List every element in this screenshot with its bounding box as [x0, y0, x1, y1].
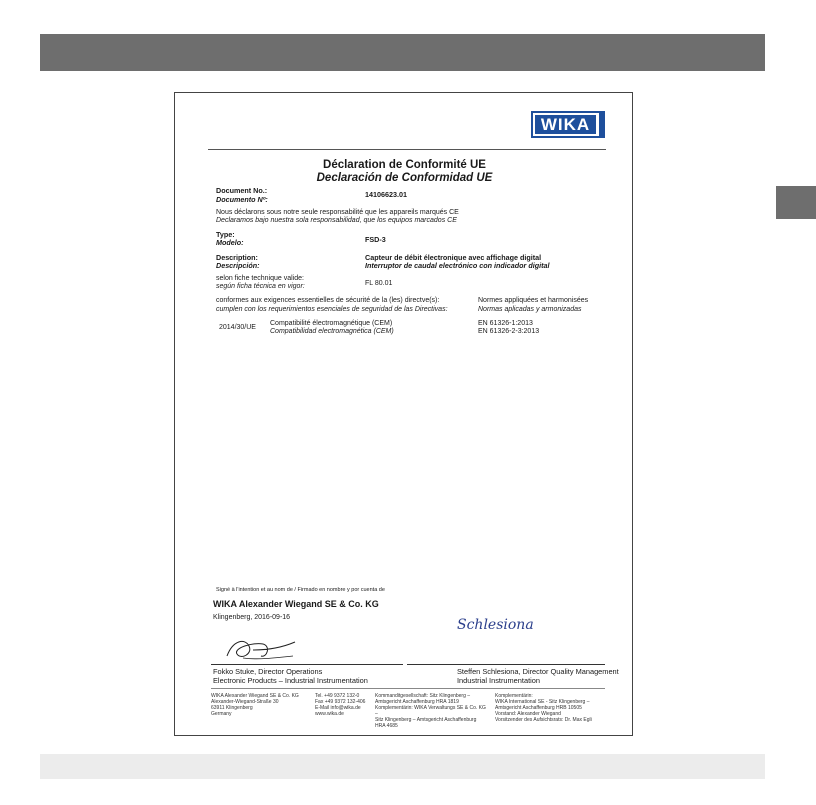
sheet-value: FL 80.01: [365, 280, 393, 287]
signer1-dept: Electronic Products – Industrial Instrumentation: [213, 676, 368, 685]
signature-line-1: [211, 664, 403, 665]
desc-label-fr: Description:: [216, 253, 258, 262]
header-bar: [40, 34, 765, 71]
conform-fr: conformes aux exigences essentielles de sécurité de la (les) directve(s):: [216, 297, 440, 304]
sheet-label-es: según ficha técnica en vigor:: [216, 283, 305, 290]
signed-on-behalf: Signé à l'intention et au nom de / Firmado en nombre y por cuenta de: [216, 587, 385, 593]
place-date: Klingenberg, 2016-09-16: [213, 614, 291, 621]
footer-bar: [40, 754, 765, 779]
directive-fr: Compatibilité électromagnétique (CEM): [270, 320, 393, 327]
signer1-name: Fokko Stuke, Director Operations: [213, 667, 323, 676]
title-fr: Déclaration de Conformité UE: [323, 159, 486, 171]
footer-address: WIKA Alexander Wiegand SE & Co. KG Alexander-Wiegand-Straße 30 63911 Klingenberg Germany: [211, 693, 299, 717]
footer-contact: Tel. +49 9372 132-0 Fax +49 9372 132-406 E-Mail info@wika.de www.wika.de: [315, 693, 366, 717]
desc-value-es: Interruptor de caudal electrónico con indicador digital: [365, 261, 550, 270]
doc-no-label-es: Documento Nº:: [216, 195, 268, 204]
type-label-fr: Type:: [216, 230, 235, 239]
sheet-label-fr: selon fiche technique valide:: [216, 275, 304, 282]
signer2-dept: Industrial Instrumentation: [457, 676, 540, 685]
signature-stuke: [223, 636, 303, 664]
desc-value-fr: Capteur de débit électronique avec affichage digital: [365, 253, 542, 262]
declare-es: Declaramos bajo nuestra sola responsabilidad, que los equipos marcados CE: [216, 217, 457, 224]
footer-legal: Kommanditgesellschaft: Sitz Klingenberg – Amtsgericht Aschaffenburg HRA 1819 Komplementärin: WIKA Verwaltungs SE & Co. KG – Sitz Klingenberg – Amtsgericht Aschaffenburg HRA 4685: [375, 693, 486, 729]
signature-line-2: [407, 664, 605, 665]
directive-code: 2014/30/UE: [219, 324, 256, 331]
company-name: WIKA Alexander Wiegand SE & Co. KG: [213, 599, 379, 609]
signature-schlesiona: Schlesiona: [457, 617, 534, 633]
chapter-tab: [776, 186, 816, 219]
signer2-name: Steffen Schlesiona, Director Quality Management: [457, 667, 619, 676]
declaration-document: [174, 92, 633, 736]
doc-no-value: 14106623.01: [365, 190, 407, 199]
footer-rule: [211, 688, 605, 689]
footer-management: Komplementärin: WIKA International SE - Sitz Klingenberg – Amtsgericht Aschaffenburg HRB 10505 Vorstand: Alexander Wiegand Vorsitzender des Aufsichtsrats: Dr. Max Egli: [495, 693, 592, 723]
norms-fr: Normes appliquées et harmonisées: [478, 297, 589, 304]
title-es: Declaración de Conformidad UE: [316, 172, 493, 184]
logo-bar: [599, 113, 603, 136]
declare-fr: Nous déclarons sous notre seule responsabilité que les appareils marqués CE: [216, 209, 459, 216]
norm-2: EN 61326-2-3:2013: [478, 328, 540, 335]
norm-1: EN 61326-1:2013: [478, 320, 533, 327]
directive-es: Compatibilidad electromagnética (CEM): [270, 328, 394, 335]
type-value: FSD-3: [365, 235, 386, 244]
header-rule: [208, 149, 606, 150]
conform-es: cumplen con los requerimientos esenciales de seguridad de las Directivas:: [216, 306, 448, 313]
desc-label-es: Descripción:: [216, 261, 260, 270]
logo-text: WIKA: [535, 115, 596, 134]
type-label-es: Modelo:: [216, 238, 244, 247]
norms-es: Normas aplicadas y armonizadas: [478, 306, 582, 313]
doc-no-label-fr: Document No.:: [216, 186, 268, 195]
wika-logo: [531, 111, 605, 138]
